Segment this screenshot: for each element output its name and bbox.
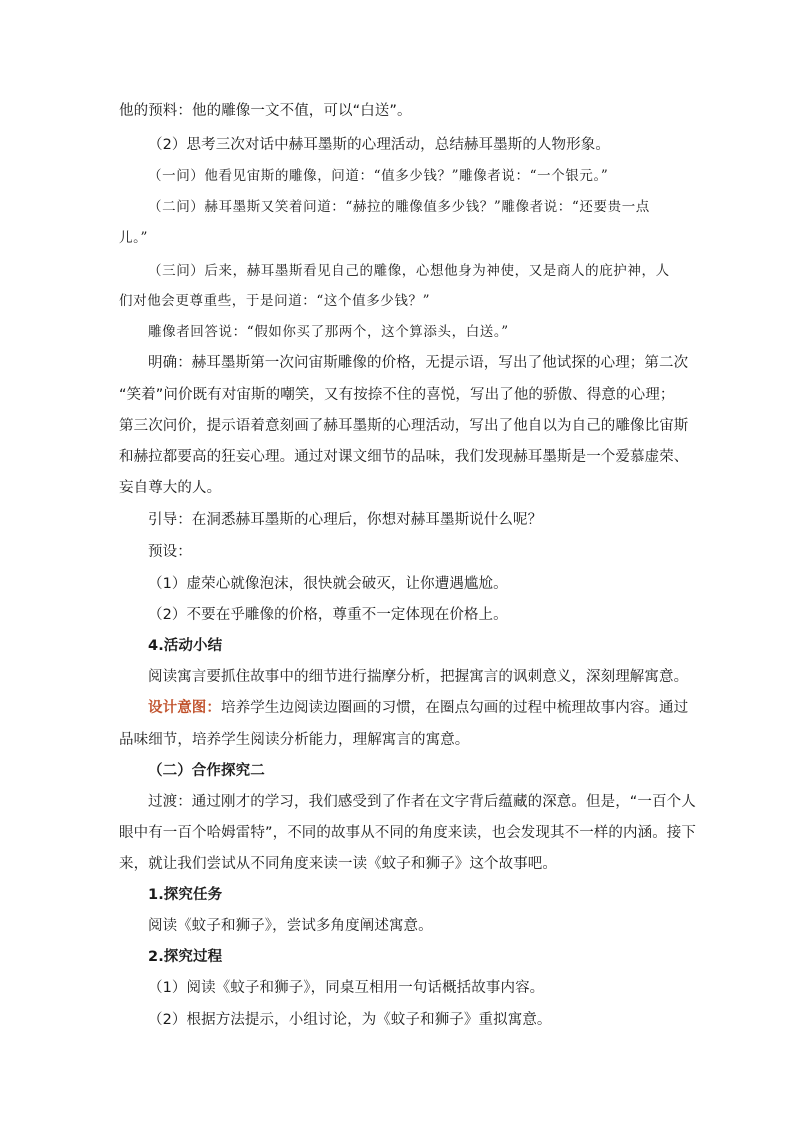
transition-line-3: 来，就让我们尝试从不同角度来读一读《蚊子和狮子》这个故事吧。 [119,856,557,872]
paragraph-line: 他的预料：他的雕像一文不值，可以“白送”。 [119,103,412,119]
transition-line-2: 眼中有一百个哈姆雷特”，不同的故事从不同的角度来读，也会发现其不一样的内涵。接下 [119,825,697,841]
process-item-1: （1）阅读《蚊子和狮子》，同桌互相用一句话概括故事内容。 [148,980,545,996]
clarify-paragraph-line-4: 和赫拉都要高的狂妄心理。通过对课文细节的品味，我们发现赫耳墨斯是一个爱慕虚荣、 [119,449,689,465]
preset-label: 预设： [148,544,192,560]
summary-paragraph: 阅读寓言要抓住故事中的细节进行揣摩分析，把握寓言的讽刺意义，深刻理解寓意。 [148,669,689,685]
design-intent-line-1 [148,698,708,718]
preset-item-2: （2）不要在乎雕像的价格，尊重不一定体现在价格上。 [148,607,508,623]
design-intent-line-2: 品味细节，培养学生阅读分析能力，理解寓言的寓意。 [119,732,470,748]
clarify-paragraph-line-5: 妄自尊大的人。 [119,480,222,496]
second-question-quote-cont: 儿。” [119,230,148,246]
third-question-quote-cont: 们对他会更尊重些，于是问道：“这个值多少钱？” [119,293,431,309]
question-2: （2）思考三次对话中赫耳墨斯的心理活动，总结赫耳墨斯的人物形象。 [148,137,610,153]
section-heading-task: 1.探究任务 [148,887,223,903]
first-question-quote: （一问）他看见宙斯的雕像，问道：“值多少钱？”雕像者说：“一个银元。” [148,168,609,184]
sculptor-reply: 雕像者回答说：“假如你买了那两个，这个算添头，白送。” [148,324,509,340]
clarify-paragraph-line-1: 明确：赫耳墨斯第一次问宙斯雕像的价格，无提示语，写出了他试探的心理；第二次 [148,355,689,371]
task-paragraph: 阅读《蚊子和狮子》，尝试多角度阐述寓意。 [148,918,433,934]
section-heading-summary: 4.活动小结 [148,638,223,654]
preset-item-1: （1）虚荣心就像泡沫，很快就会破灭，让你遭遇尴尬。 [148,576,508,592]
design-intent-text: 培养学生边阅读边圈画的习惯，在圈点勾画的过程中梳理故事内容。通过 [221,700,689,716]
transition-line-1: 过渡：通过刚才的学习，我们感受到了作者在文字背后蕴藏的深意。但是，“一百个人 [148,794,696,810]
second-question-quote: （二问）赫耳墨斯又笑着问道：“赫拉的雕像值多少钱？”雕像者说：“还要贵一点 [148,199,650,215]
section-heading-cooperative-2: （二）合作探究二 [148,763,265,779]
process-item-2: （2）根据方法提示，小组讨论，为《蚊子和狮子》重拟寓意。 [148,1012,552,1028]
design-intent-label: 设计意图： [148,700,221,716]
clarify-paragraph-line-2: “笑着”问价既有对宙斯的嘲笑，又有按捺不住的喜悦，写出了他的骄傲、得意的心理； [119,387,675,403]
section-heading-process: 2.探究过程 [148,949,223,965]
clarify-paragraph-line-3: 第三次问价，提示语着意刻画了赫耳墨斯的心理活动，写出了他自以为自己的雕像比宙斯 [119,418,689,434]
guide-paragraph: 引导：在洞悉赫耳墨斯的心理后，你想对赫耳墨斯说什么呢？ [148,512,543,528]
third-question-quote: （三问）后来，赫耳墨斯看见自己的雕像，心想他身为神使，又是商人的庇护神，人 [148,263,670,279]
